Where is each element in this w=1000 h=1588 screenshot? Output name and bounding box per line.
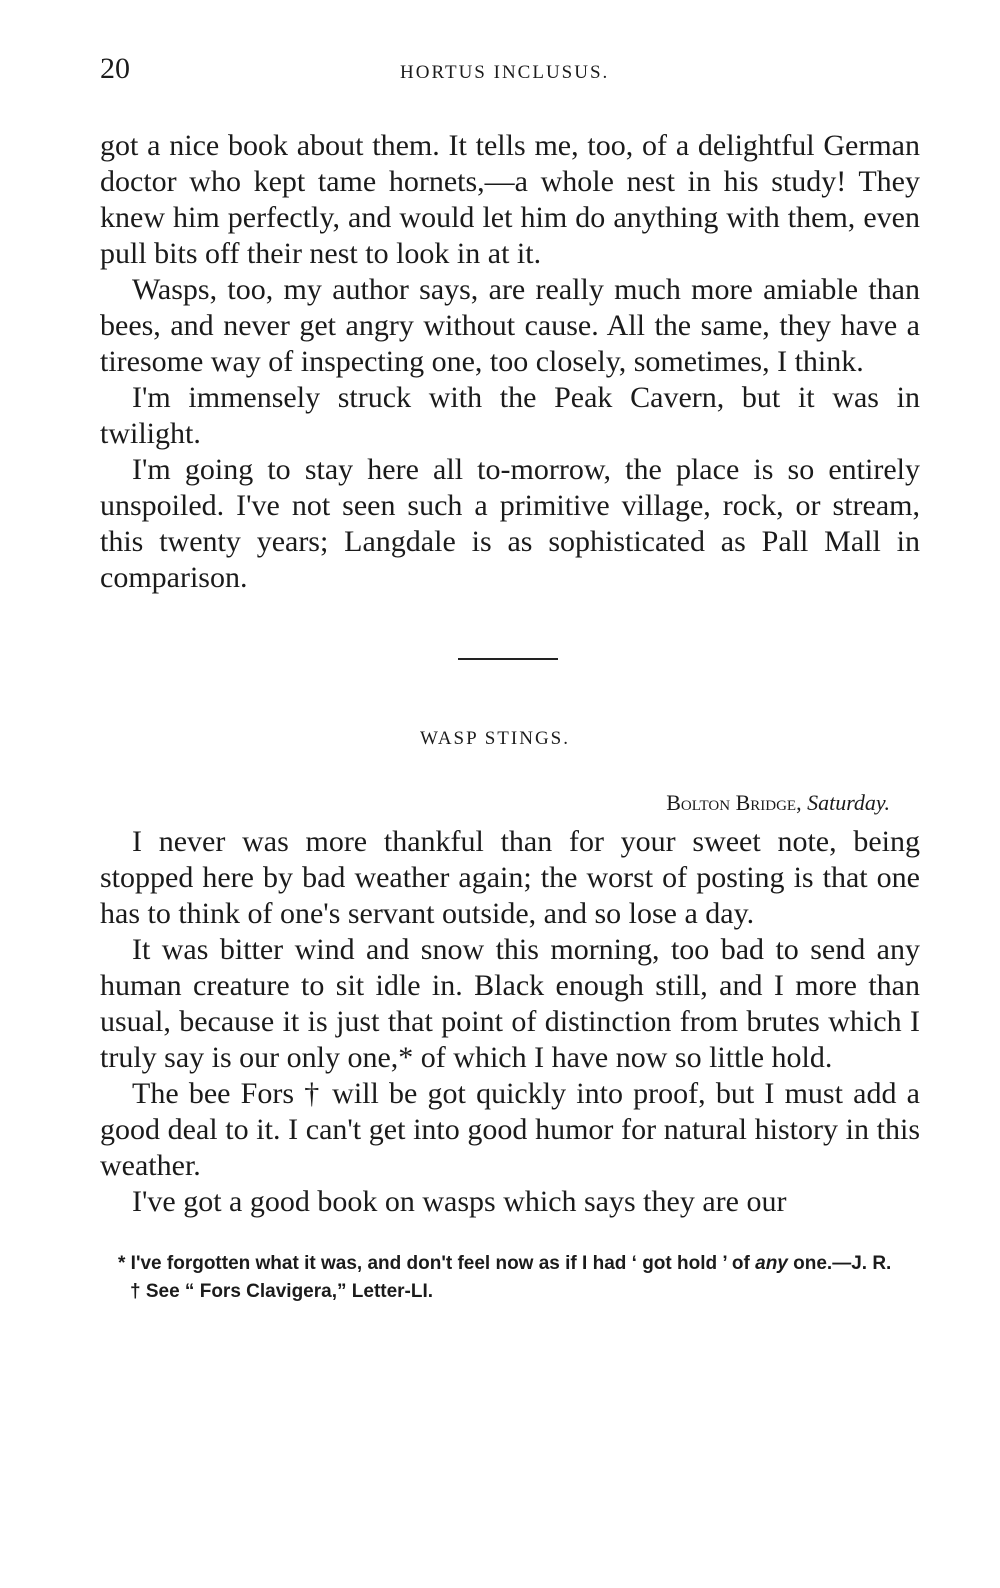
- dateline-day: Saturday.: [807, 790, 890, 815]
- paragraph: I never was more thankful than for your sweet note, being stopped here by bad weather again; the worst of posting is that one has to think of one's servant outside, and so lose a day.: [100, 825, 920, 930]
- paragraph: I'm immensely struck with the Peak Cavern, but it was in twilight.: [100, 381, 920, 450]
- book-page: [100, 52, 920, 1306]
- letter-body: [100, 824, 920, 1220]
- paragraph: I've got a good book on wasps which says they are our: [132, 1185, 787, 1218]
- footnotes: [100, 1250, 920, 1306]
- paragraph: It was bitter wind and snow this morning, too bad to send any human creature to sit idle in. Black enough still, and I more than usual, because it is just that point of distinction from brutes which I truly say is our only one,* of which I have now so little hold.: [100, 933, 920, 1074]
- dateline-place: Bolton Bridge,: [666, 790, 802, 815]
- section-divider: [458, 658, 558, 660]
- page-header: [100, 52, 920, 100]
- letter-continuation: [100, 128, 920, 596]
- footnote-asterisk: [100, 1250, 920, 1278]
- paragraph: Wasps, too, my author says, are really much more amiable than bees, and never get angry without cause. All the same, they have a tiresome way of inspecting one, too closely, sometimes, I think.: [100, 273, 920, 378]
- dateline: [100, 790, 920, 816]
- paragraph: I'm going to stay here all to-morrow, the place is so entirely unspoiled. I've not seen such a primitive village, rock, or stream, this twenty years; Langdale is as sophisticated as Pall Mall in comparison.: [100, 453, 920, 594]
- footnote-text: one.—J. R.: [793, 1253, 892, 1274]
- footnote-emphasis: any: [755, 1253, 788, 1274]
- paragraph: The bee Fors † will be got quickly into proof, but I must add a good deal to it. I can't get into good humor for natural history in this weather.: [100, 1077, 920, 1182]
- footnote-text: * I've forgotten what it was, and don't feel now as if I had ‘ got hold ’ of: [118, 1253, 750, 1274]
- footnote-dagger: † See “ Fors Clavigera,” Letter-LI.: [130, 1281, 434, 1302]
- paragraph: got a nice book about them. It tells me, too, of a delightful German doctor who kept tame hornets,—a whole nest in his study! They knew him perfectly, and would let him do anything with them, even pull bits off their nest to look in at it.: [100, 129, 920, 270]
- running-title: HORTUS INCLUSUS.: [400, 62, 610, 83]
- page-number: 20: [100, 52, 130, 85]
- section-title: WASP STINGS.: [420, 728, 570, 749]
